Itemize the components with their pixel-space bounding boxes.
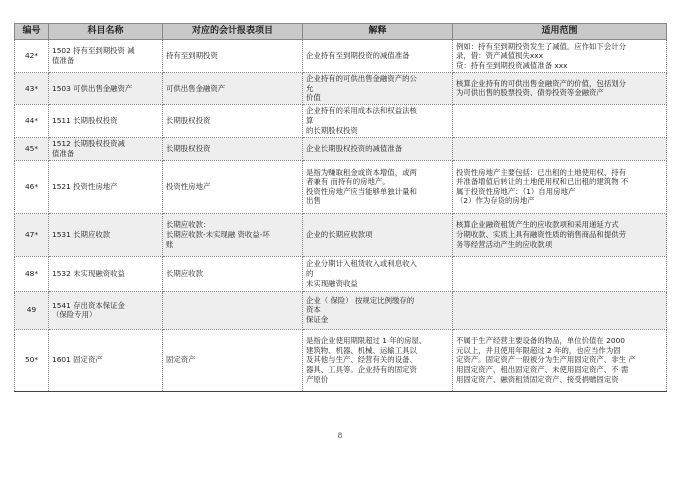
id-cell: 42* <box>15 40 49 73</box>
table-row <box>15 137 667 160</box>
cell-line: 器具、工具等。企业持有的固定资 <box>306 365 417 375</box>
cell-line: 值准备 <box>52 56 75 65</box>
header-account-name: 科目名称 <box>49 24 163 40</box>
explanation-cell <box>303 40 453 73</box>
scope-cell <box>453 160 667 213</box>
report-item-cell <box>163 73 303 105</box>
cell-line: 账 <box>166 239 174 249</box>
scope-cell <box>453 73 667 105</box>
cell-line: 1521 投资性房地产 <box>52 181 118 191</box>
cell-line: 企业分期计入租赁收入或利息收入 <box>306 259 417 269</box>
scope-cell <box>453 256 667 291</box>
header-explanation: 解释 <box>303 24 453 40</box>
header-id: 编号 <box>15 24 49 40</box>
cell-line: 长期应收款： <box>166 220 211 230</box>
scope-cell <box>453 291 667 329</box>
cell-line: 的长期股权投资 <box>306 125 358 135</box>
cell-line: 不属于生产经营主要设备的物品，单位价值在 2000 <box>456 336 625 346</box>
cell-line: 分期收款、实质上具有融资性质的销售商品和提供劳 <box>456 229 626 239</box>
scope-cell <box>453 40 667 73</box>
cell-line: 企业持有至到期投资的减值准备 <box>306 51 410 61</box>
scope-cell <box>453 213 667 256</box>
cell-line: 投资性房地产主要包括：已出租的土地使用权、持有 <box>456 167 626 177</box>
cell-line: 持有至到期投资 <box>166 51 218 61</box>
table-row <box>15 213 667 256</box>
cell-line: 者兼有 而持有的房地产。 <box>306 177 390 187</box>
scope-cell <box>453 329 667 391</box>
report-item-cell <box>163 213 303 256</box>
header-scope: 适用范围 <box>453 24 667 40</box>
id-cell: 49 <box>15 291 49 329</box>
id-cell: 46* <box>15 160 49 213</box>
scope-cell <box>453 137 667 160</box>
page-number: 8 <box>337 432 343 440</box>
cell-line: 例如：持有至到期投资发生了减值。应作如下会计分 <box>456 41 626 51</box>
account-name-cell <box>49 256 163 291</box>
cell-line: 出售 <box>306 196 321 206</box>
account-name-cell <box>49 40 163 73</box>
cell-line: 1541 存出资本保证金 <box>52 300 125 310</box>
cell-line: 值准备 <box>52 148 75 158</box>
cell-line: （2）作为存货的房地产 <box>456 196 535 206</box>
cell-line: 用固定资产、租出固定资产、未使用固定资产、不 需 <box>456 365 629 375</box>
account-name-cell <box>49 104 163 137</box>
cell-line: 是指为赚取租金或资本增值，或两 <box>306 167 417 177</box>
cell-line: 固定资产 <box>166 355 196 365</box>
cell-line: 长期股权投资 <box>166 143 211 153</box>
cell-line: 1532 未实现融资收益 <box>52 268 125 278</box>
id-cell: 44* <box>15 104 49 137</box>
account-name-cell <box>49 213 163 256</box>
cell-line: 元以上，并且使用年限超过 2 年的，也应当作为固 <box>456 345 621 355</box>
cell-line: 1531 长期应收款 <box>52 229 111 239</box>
cell-line: 核算企业融资租赁产生的应收款项和采用递延方式 <box>456 220 619 230</box>
report-item-cell <box>163 160 303 213</box>
cell-line: 的 <box>306 268 314 278</box>
scope-cell <box>453 104 667 137</box>
table-row <box>15 291 667 329</box>
report-item-cell <box>163 40 303 73</box>
id-cell: 45* <box>15 137 49 160</box>
cell-line: 可供出售金融资产 <box>166 83 226 93</box>
explanation-cell <box>303 104 453 137</box>
account-name-cell <box>49 329 163 391</box>
cell-line: （保险专用） <box>52 310 97 320</box>
cell-line: 企业（ 保险） 按规定比例缴存的 <box>306 295 415 305</box>
cell-line: 长期应收款-未实现融 资收益-坏 <box>166 229 270 239</box>
cell-line: 长期应收款 <box>166 268 203 278</box>
table-row <box>15 329 667 391</box>
id-cell: 50* <box>15 329 49 391</box>
cell-line: 是指企业使用期限超过 1 年的房屋、 <box>306 336 427 346</box>
table-body <box>15 40 667 392</box>
accounts-table <box>14 23 667 392</box>
report-item-cell <box>163 256 303 291</box>
cell-line: 企业持有的可供出售金融资产的公 <box>306 74 417 83</box>
table-header-row <box>15 24 667 40</box>
cell-line: 企业持有的采用成本法和权益法核 <box>306 106 417 116</box>
cell-line: 录，借：资产减值损失xxx <box>456 51 544 61</box>
cell-line: 及其他与生产、经营有关的设备、 <box>306 355 417 365</box>
cell-line: 资本 <box>306 305 321 315</box>
cell-line: 投资性房地产应当能够单独计量和 <box>306 186 417 196</box>
table-row <box>15 160 667 213</box>
explanation-cell <box>303 137 453 160</box>
header-report-item: 对应的会计报表项目 <box>163 24 303 40</box>
cell-line: 企业长期股权投资的减值准备 <box>306 143 403 153</box>
table-row <box>15 256 667 291</box>
cell-line: 并准备增值后转让的土地使用权和已出租的建筑物 不 <box>456 177 629 187</box>
cell-line: 1502 持有至到期投资 减 <box>52 46 135 56</box>
cell-line: 1512 长期股权投资减 <box>52 139 125 149</box>
cell-line: 务等经营活动产生的应收款项 <box>456 239 553 249</box>
account-name-cell <box>49 73 163 105</box>
cell-line: 企业的长期应收款项 <box>306 229 373 239</box>
cell-line: 1511 长期股权投资 <box>52 115 118 125</box>
cell-line: 为可供出售的股票投资、债券投资等金融资产 <box>456 88 604 98</box>
explanation-cell <box>303 256 453 291</box>
cell-line: 保证金 <box>306 315 329 325</box>
id-cell: 48* <box>15 256 49 291</box>
table-row <box>15 73 667 105</box>
report-item-cell <box>163 329 303 391</box>
cell-line: 算 <box>306 115 314 125</box>
report-item-cell <box>163 137 303 160</box>
report-item-cell <box>163 291 303 329</box>
id-cell: 47* <box>15 213 49 256</box>
explanation-cell <box>303 291 453 329</box>
explanation-cell <box>303 213 453 256</box>
id-cell: 43* <box>15 73 49 105</box>
cell-line: 贷：持有至到期投资减值准备 xxx <box>456 60 568 70</box>
cell-line: 建筑物、机器、机械、运输工具以 <box>306 345 417 355</box>
report-item-cell <box>163 104 303 137</box>
cell-line: 1503 可供出售金融资产 <box>52 83 133 93</box>
cell-line: 用固定资产、融资租赁固定资产、接受捐赠固定资 <box>456 374 619 384</box>
cell-line: 投资性房地产 <box>166 181 211 191</box>
account-name-cell <box>49 137 163 160</box>
cell-line: 未实现融资收益 <box>306 278 358 288</box>
cell-line: 定资产。固定资产一般被分为生产用固定资产、非生 产 <box>456 355 636 365</box>
table-row <box>15 104 667 137</box>
cell-line: 长期股权投资 <box>166 115 211 125</box>
explanation-cell <box>303 329 453 391</box>
account-name-cell <box>49 291 163 329</box>
cell-line: 价值 <box>306 93 321 103</box>
cell-line: 1601 固定资产 <box>52 355 103 365</box>
cell-line: 允 <box>306 83 314 93</box>
explanation-cell <box>303 160 453 213</box>
cell-line: 产原价 <box>306 374 329 384</box>
cell-line: 核算企业持有的可供出售金融资产的价值，包括划分 <box>456 78 626 88</box>
table-row <box>15 40 667 73</box>
account-name-cell <box>49 160 163 213</box>
explanation-cell <box>303 73 453 105</box>
cell-line: 属于投资性房地产：（1）自用房地产 <box>456 186 576 196</box>
